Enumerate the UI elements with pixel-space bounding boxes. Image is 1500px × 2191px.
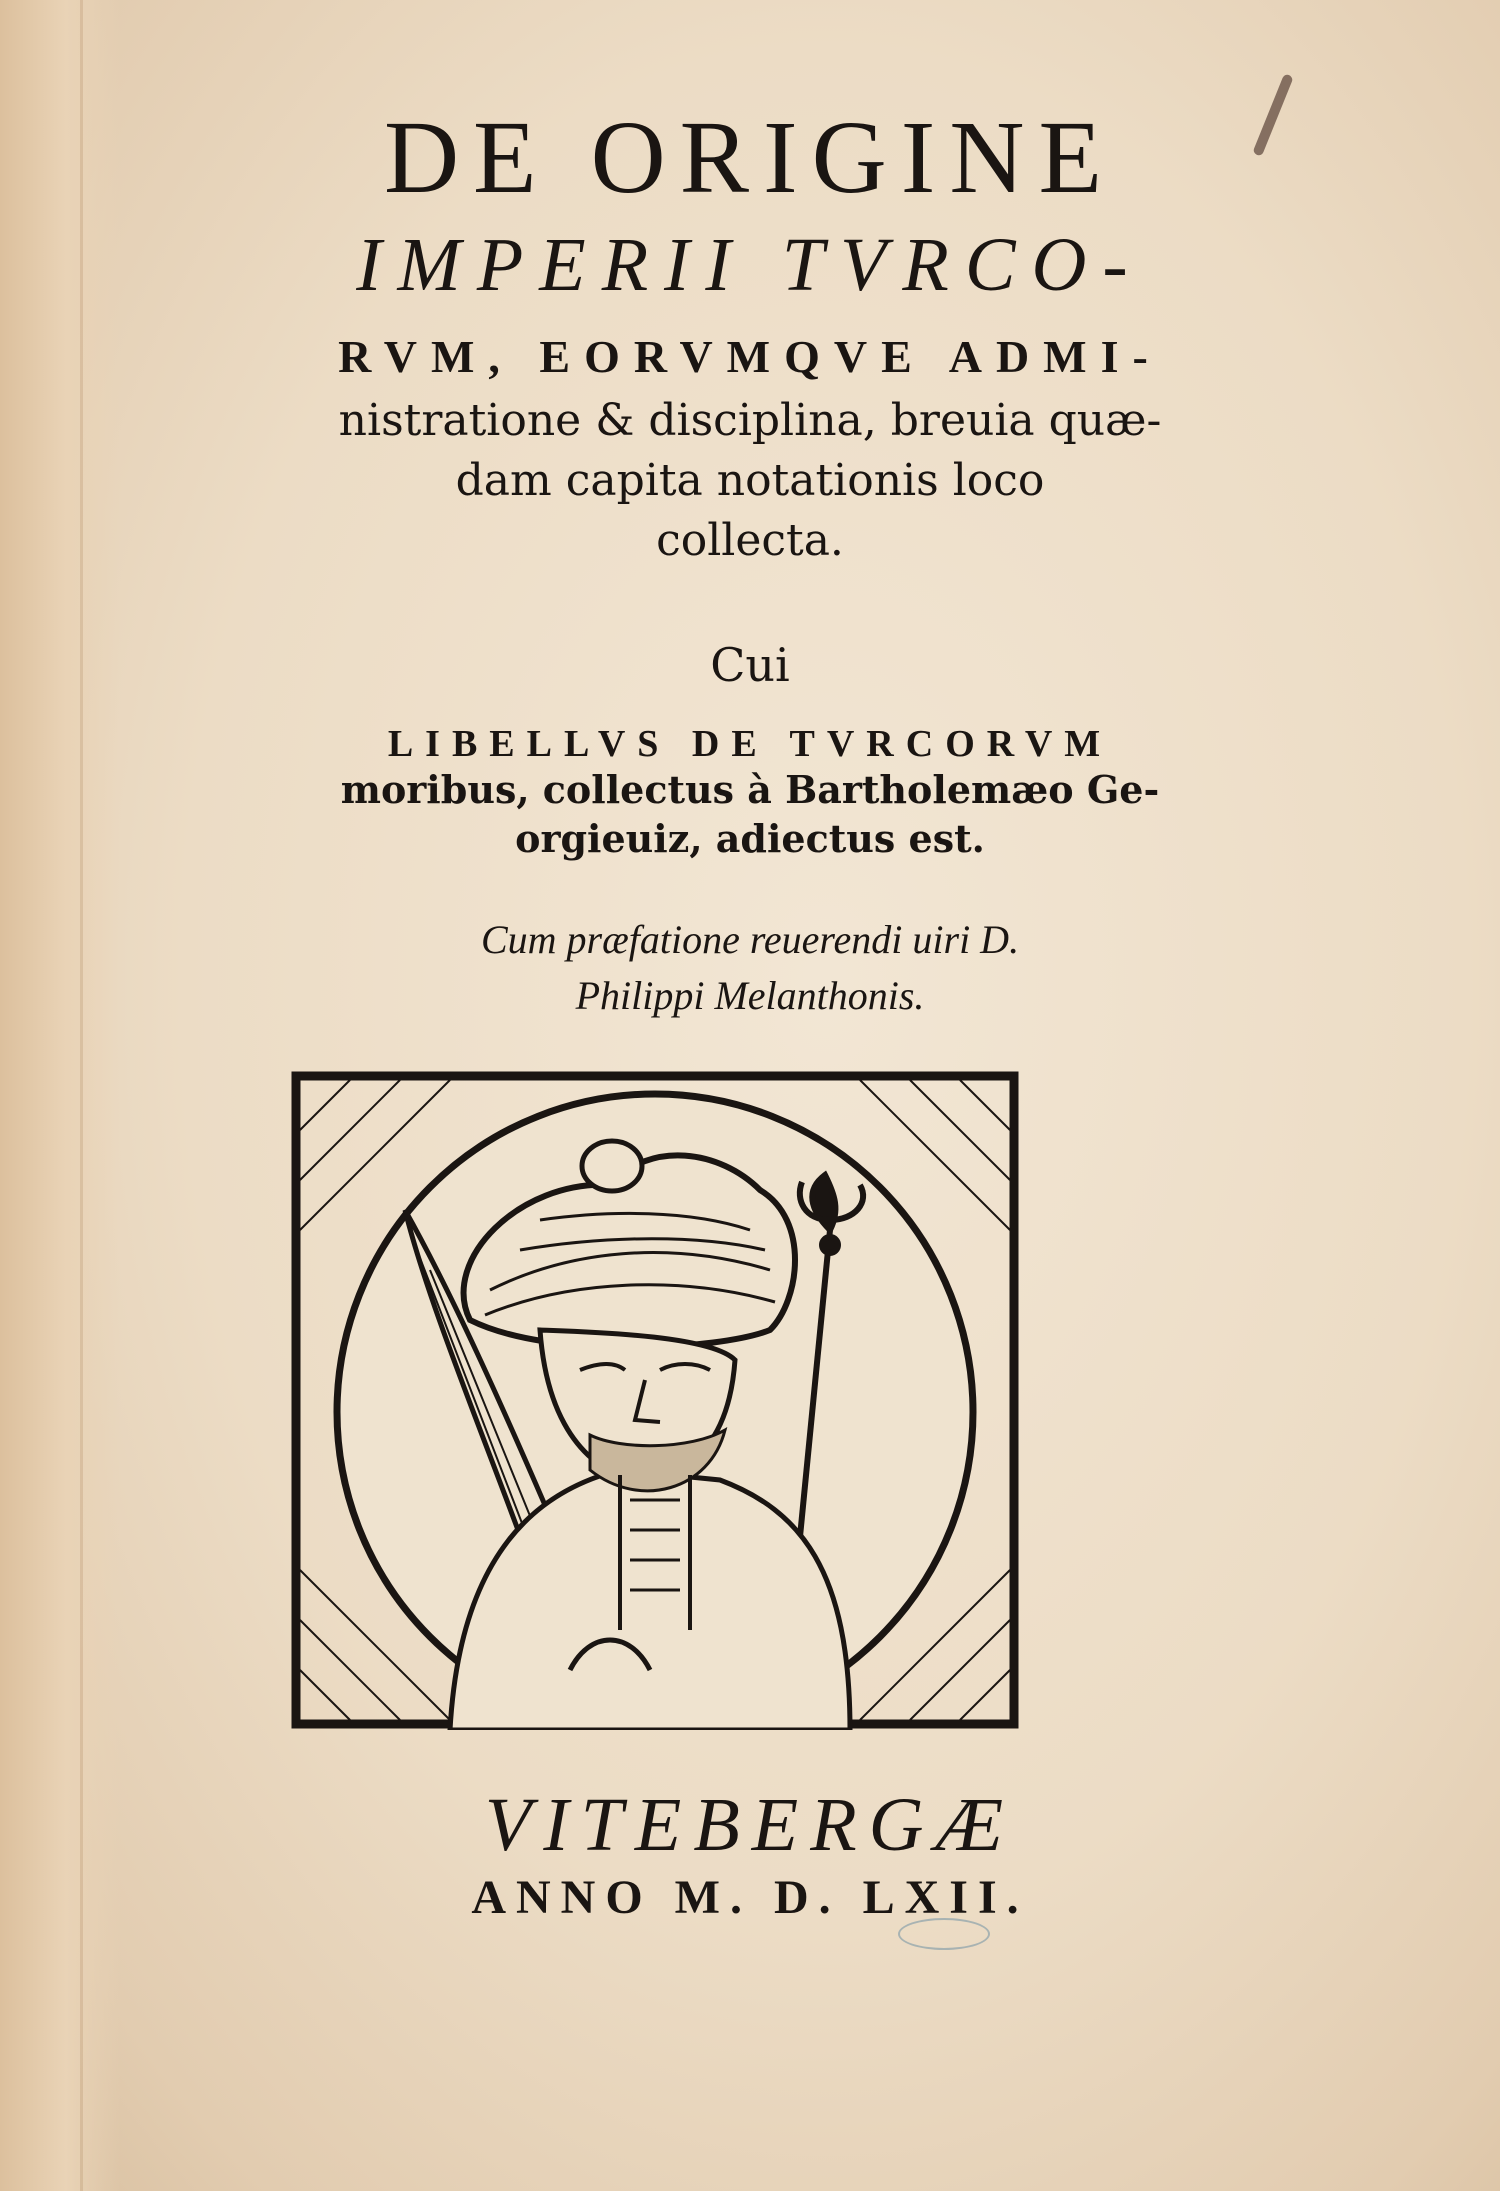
preface-line-1: Cum præfatione reuerendi uiri D.: [480, 917, 1020, 962]
libellus-line-1: LIBELLVS DE TVRCORVM: [387, 723, 1113, 765]
libellus-line-3: orgieuiz, adiectus est.: [515, 816, 985, 861]
spine-crease: [80, 0, 83, 2191]
woodcut-portrait-illustration: [290, 1070, 1020, 1730]
title-line-3: RVM, EORVMQVE ADMI-: [338, 331, 1162, 382]
body-line-2: dam capita notationis loco: [455, 455, 1045, 506]
cui-label: Cui: [710, 638, 790, 692]
book-spine-edge: [0, 0, 120, 2191]
libellus-line-2: moribus, collectus à Bartholemæo Ge-: [340, 767, 1160, 812]
preface-line-2: Philippi Melanthonis.: [575, 973, 925, 1018]
imprint-place: VITEBERGÆ: [484, 1783, 1016, 1867]
body-line-1: nistratione & disciplina, breuia quæ-: [338, 395, 1162, 446]
library-stamp: [898, 1918, 990, 1950]
title-line-2: IMPERII TVRCO-: [356, 223, 1144, 307]
title-line-1: DE ORIGINE: [383, 100, 1117, 215]
body-line-3: collecta.: [656, 515, 844, 566]
imprint-year: ANNO M. D. LXII.: [471, 1871, 1029, 1924]
